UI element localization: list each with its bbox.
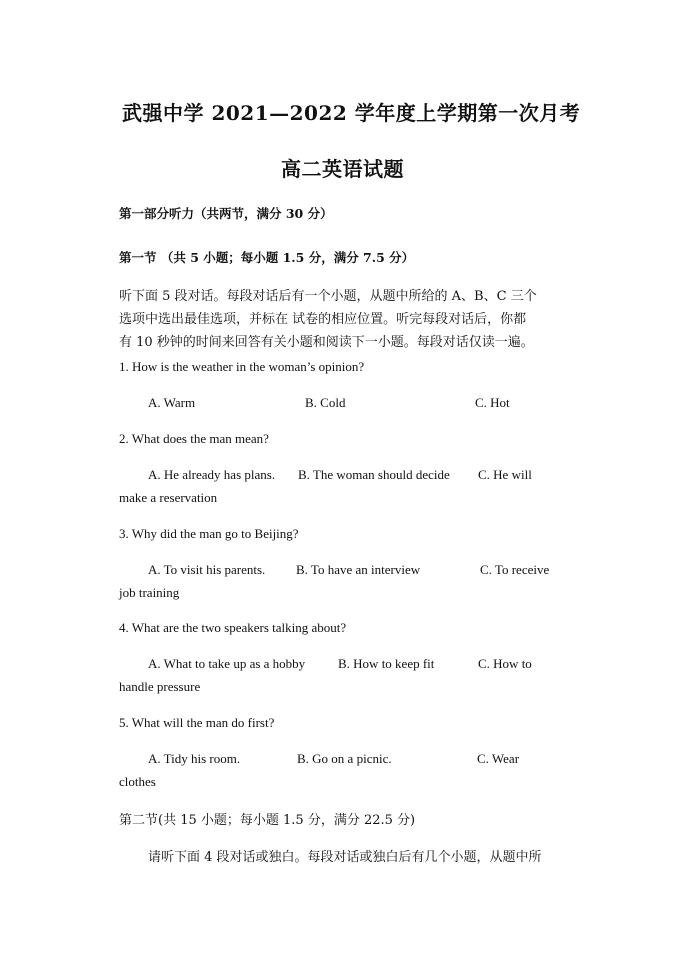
- question-3: 3. Why did the man go to Beijing?: [119, 526, 299, 541]
- option-a: A. Tidy his room.: [148, 751, 241, 766]
- section2-instruction: 请听下面 4 段对话或独白。每段对话或独白后有几个小题，从题中所: [148, 850, 542, 865]
- instruction-line: 有 10 秒钟的时间来回答有关小题和阅读下一小题。每段对话仅读一遍。: [119, 335, 534, 350]
- question-1: 1. How is the weather in the woman’s opinion?: [119, 359, 365, 374]
- option-a: A. To visit his parents.: [148, 562, 266, 577]
- option-c: C. How to: [478, 656, 532, 671]
- option-b: B. Go on a picnic.: [297, 751, 392, 766]
- option-a: A. Warm: [148, 395, 196, 410]
- instruction-line: 听下面 5 段对话。每段对话后有一个小题，从题中所给的 A、B、C 三个: [119, 289, 537, 304]
- question-5: 5. What will the man do first?: [119, 715, 275, 730]
- option-b: B. The woman should decide: [298, 467, 450, 482]
- part1-heading: 第一部分听力（共两节，满分 30 分）: [119, 206, 333, 221]
- option-b: B. Cold: [305, 395, 346, 410]
- option-b: B. How to keep fit: [338, 656, 435, 671]
- exam-title: 武强中学 2021—2022 学年度上学期第一次月考: [122, 101, 581, 125]
- option-c: C. To receive: [480, 562, 550, 577]
- option-continuation: job training: [119, 585, 180, 600]
- instruction-line: 选项中选出最佳选项，并标在 试卷的相应位置。听完每段对话后，你都: [119, 312, 527, 327]
- option-c: C. He will: [478, 467, 532, 482]
- option-continuation: handle pressure: [119, 679, 201, 694]
- option-continuation: clothes: [119, 774, 156, 789]
- question-2: 2. What does the man mean?: [119, 431, 269, 446]
- option-a: A. He already has plans.: [148, 467, 276, 482]
- option-a: A. What to take up as a hobby: [148, 656, 306, 671]
- option-b: B. To have an interview: [296, 562, 421, 577]
- option-continuation: make a reservation: [119, 490, 218, 505]
- section2-heading: 第二节(共 15 小题；每小题 1.5 分，满分 22.5 分): [119, 813, 416, 828]
- exam-subtitle: 高二英语试题: [281, 157, 404, 181]
- option-c: C. Wear: [477, 751, 520, 766]
- section1-heading: 第一节 （共 5 小题；每小题 1.5 分，满分 7.5 分）: [119, 250, 415, 265]
- question-4: 4. What are the two speakers talking about?: [119, 620, 347, 635]
- option-c: C. Hot: [475, 395, 510, 410]
